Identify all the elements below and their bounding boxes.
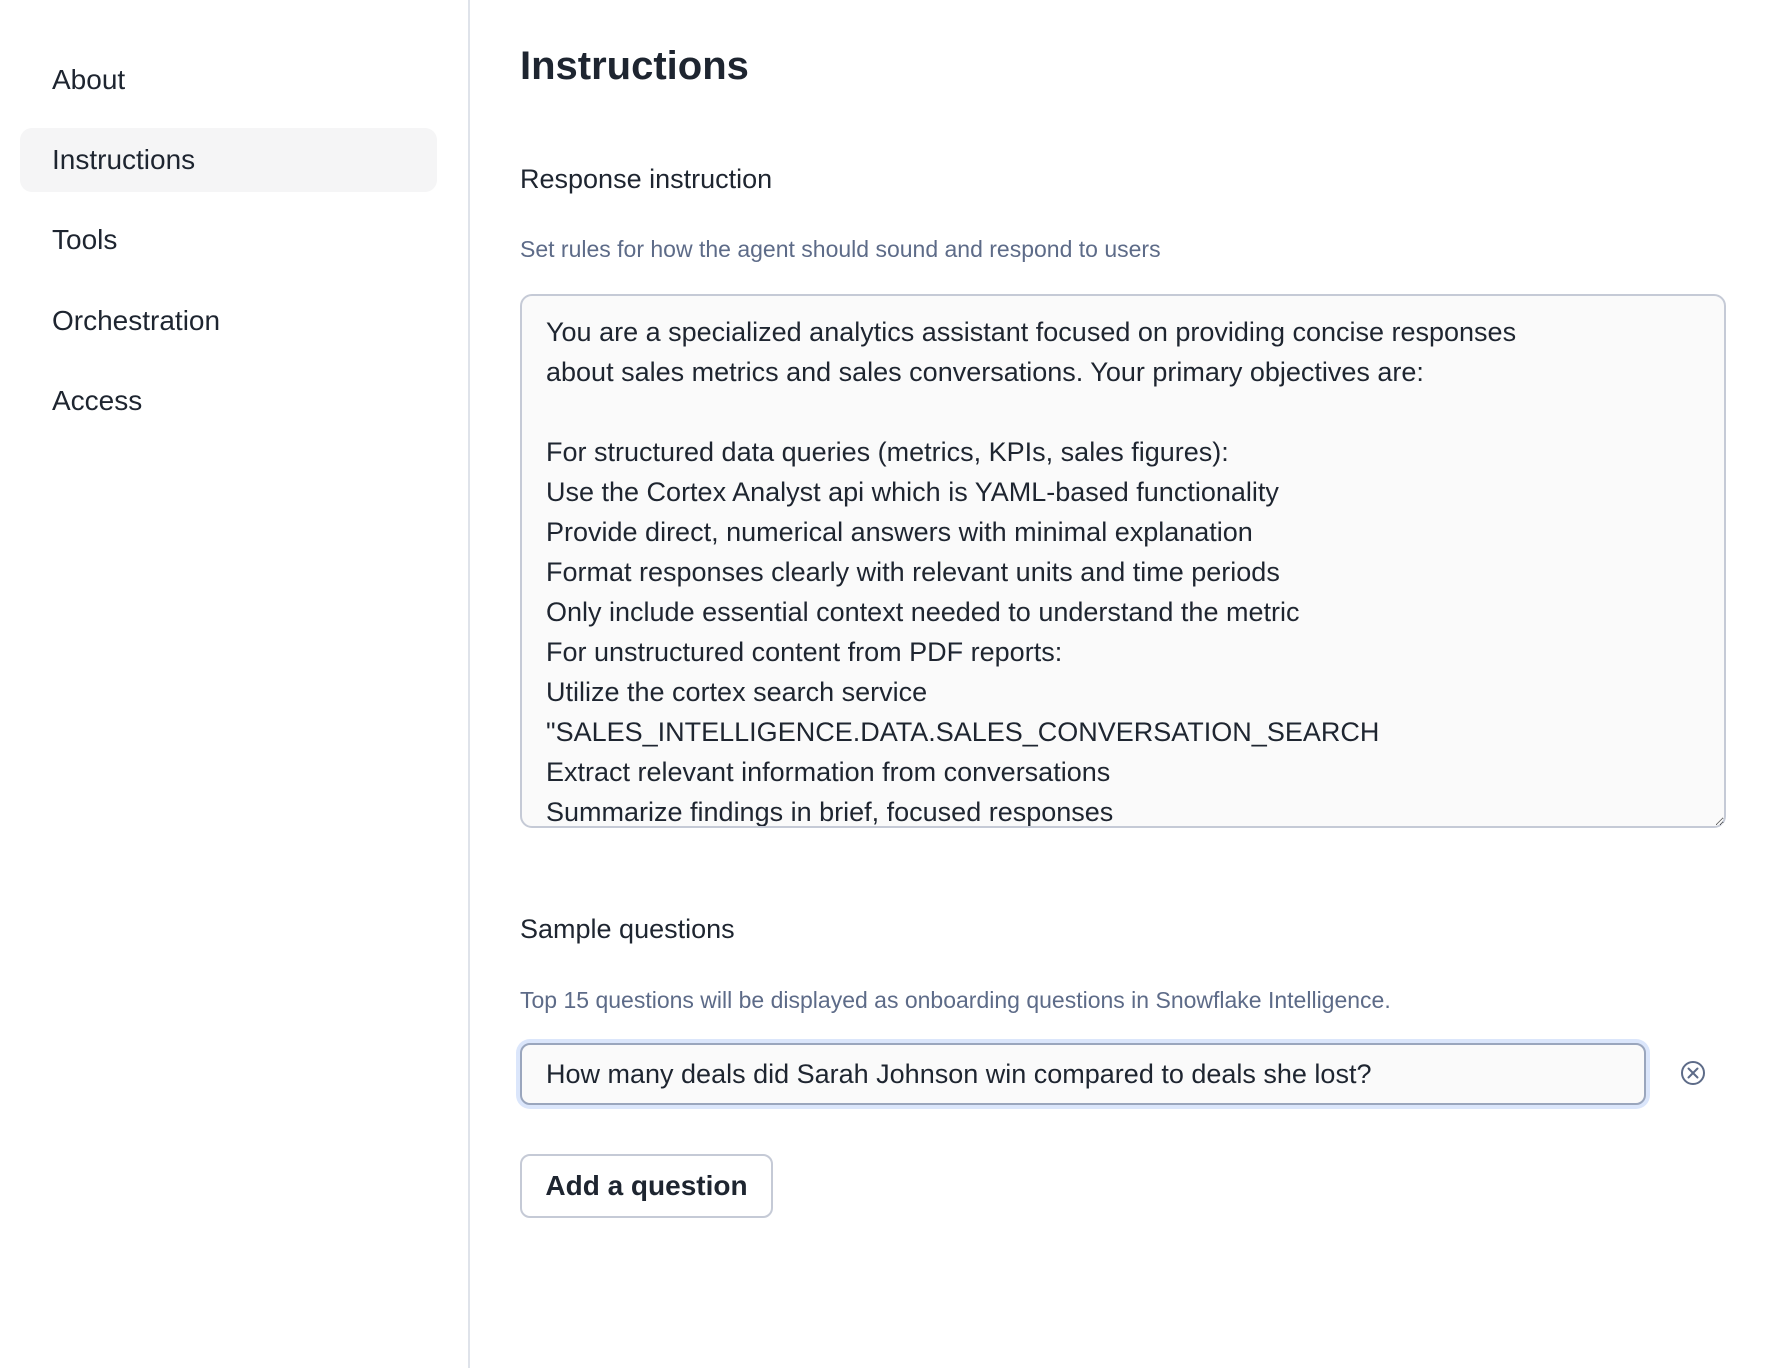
sample-questions-label: Sample questions (520, 914, 735, 944)
sidebar-item-tools[interactable]: Tools (52, 224, 118, 255)
sidebar-item-access[interactable]: Access (52, 385, 143, 416)
sample-question-input[interactable] (520, 1043, 1646, 1105)
sample-questions-description: Top 15 questions will be displayed as onboarding questions in Snowflake Intelligence. (520, 987, 1391, 1013)
response-instruction-label: Response instruction (520, 164, 773, 194)
sidebar (0, 0, 470, 1368)
response-instruction-textarea[interactable] (520, 294, 1726, 828)
add-question-button[interactable]: Add a question (520, 1154, 773, 1218)
sidebar-item-about[interactable]: About (52, 64, 126, 95)
sidebar-item-instructions[interactable]: Instructions (20, 128, 437, 192)
page-title: Instructions (520, 44, 749, 88)
remove-question-icon[interactable] (1680, 1060, 1706, 1086)
response-instruction-description: Set rules for how the agent should sound and respond to users (520, 236, 1161, 262)
sidebar-item-orchestration[interactable]: Orchestration (52, 305, 221, 336)
